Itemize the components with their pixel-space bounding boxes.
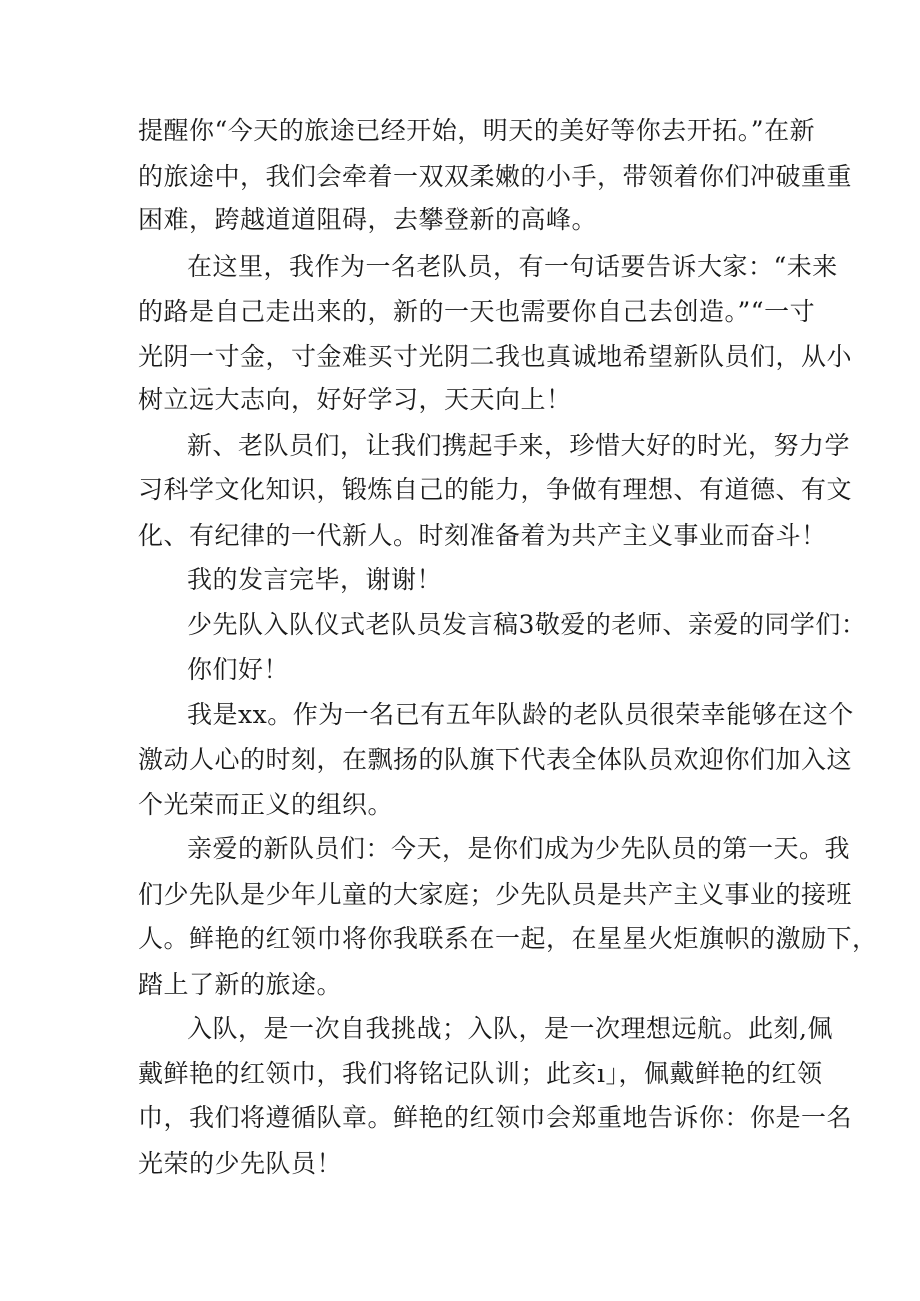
text-line: 我是xx。作为一名已有五年队龄的老队员很荣幸能够在这个 — [187, 700, 854, 729]
text-line: 激动人心的时刻，在飘扬的队旗下代表全体队员欢迎你们加入这 — [138, 745, 853, 774]
text-line: 我的发言完毕，谢谢！ — [187, 565, 443, 594]
text-line: 在这里，我作为一名老队员，有一句话要告诉大家：“未来 — [187, 252, 838, 281]
text-line: 化、有纪律的一代新人。时刻准备着为共产主义事业而奋斗！ — [138, 521, 827, 550]
text-line: 的路是自己走出来的，新的一天也需要你自己去创造。”“一寸 — [138, 297, 816, 326]
text-line: 们少先队是少年儿童的大家庭；少先队员是共产主义事业的接班 — [138, 880, 853, 909]
text-line: 少先队入队仪式老队员发言稿3敬爱的老师、亲爱的同学们： — [187, 610, 867, 639]
text-line: 踏上了新的旅途。 — [138, 970, 343, 999]
text-line: 树立远大志向，好好学习，天天向上！ — [138, 385, 572, 414]
text-line: 困难，跨越道道阻碍，去攀登新的高峰。 — [138, 205, 598, 234]
text-line: 人。鲜艳的红领巾将你我联系在一起，在星星火炬旗帜的激励下， — [138, 924, 878, 953]
text-line: 光荣的少先队员！ — [138, 1149, 343, 1178]
text-line: 提醒你“今天的旅途已经开始，明天的美好等你去开拓。”在新 — [138, 116, 816, 145]
text-line: 你们好！ — [187, 655, 290, 684]
text-line: 的旅途中，我们会牵着一双双柔嫩的小手，带领着你们冲破重重 — [138, 162, 853, 191]
text-line: 入队，是一次自我挑战；入队，是一次理想远航。此刻,佩 — [187, 1014, 833, 1043]
text-line: 习科学文化知识，锻炼自己的能力，争做有理想、有道德、有文 — [138, 475, 853, 504]
text-line: 个光荣而正义的组织。 — [138, 790, 394, 819]
text-line: 戴鲜艳的红领巾，我们将铭记队训；此亥ı」，佩戴鲜艳的红领 — [138, 1059, 823, 1088]
text-line: 亲爱的新队员们：今天，是你们成为少先队员的第一天。我 — [187, 834, 851, 863]
text-line: 新、老队员们，让我们携起手来，珍惜大好的时光，努力学 — [187, 431, 851, 460]
text-line: 光阴一寸金，寸金难买寸光阴二我也真诚地希望新队员们，从小 — [138, 342, 853, 371]
text-line: 巾，我们将遵循队章。鲜艳的红领巾会郑重地告诉你：你是一名 — [138, 1103, 853, 1132]
